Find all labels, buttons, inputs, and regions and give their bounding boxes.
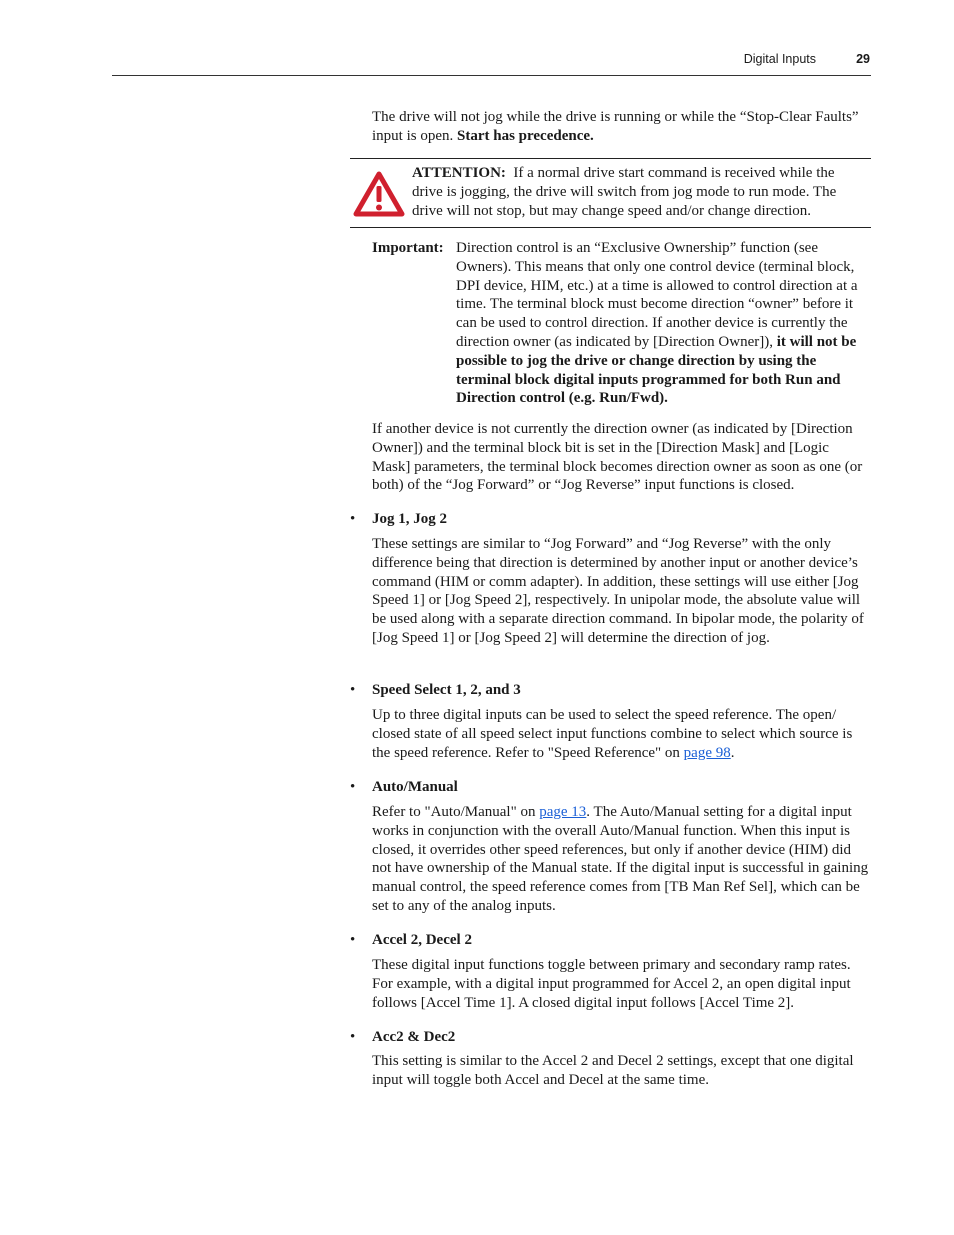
section-heading-jog <box>350 510 447 529</box>
accel-title: Accel 2, Decel 2 <box>372 932 472 948</box>
speed-title: Speed Select 1, 2, and 3 <box>372 682 521 698</box>
page-13-link[interactable]: page 13 <box>539 804 587 820</box>
bullet: • <box>350 682 356 698</box>
jog-title: Jog 1, Jog 2 <box>372 511 447 527</box>
acc2-paragraph: This setting is similar to the Accel 2 and Decel 2 settings, except that one digital input will toggle both Accel and Decel at the same time. <box>372 1053 854 1088</box>
bullet: • <box>350 511 356 527</box>
section-heading-accel <box>350 931 472 950</box>
warning-triangle-icon <box>353 171 405 217</box>
speed-paragraph <box>372 706 870 762</box>
attention-text <box>412 164 862 220</box>
bullet: • <box>350 779 356 795</box>
running-header-section: Digital Inputs <box>743 52 816 66</box>
auto-title: Auto/Manual <box>372 779 458 795</box>
section-heading-auto-manual <box>350 778 458 797</box>
important-label: Important: <box>372 240 444 256</box>
page-number: 29 <box>856 52 870 66</box>
auto-text: . The Auto/Manual setting for a digital input works in conjunction with the overall Auto/Manual function. When this input is closed, it overrides other speed references, but only if another device (HIM) did not have ownership of the Manual state. If the digital input is successful in gaining manual control, the speed reference comes from [TB Man Ref Sel], which can be set to any of the analog inputs. <box>372 804 869 914</box>
important-body <box>456 239 870 408</box>
intro-text: The drive will not jog while the drive is running or while the “Stop-Clear Faults” input is open. <box>372 109 859 144</box>
important-text: Direction control is an “Exclusive Ownership” function (see Owners). This means that only one control device (terminal block, DPI device, HIM, etc.) at a time is allowed to control direction at a time. The terminal block must become direction “owner” before it can be used to control direction. If another device is currently the direction owner (as indicated by [Direction Owner]), <box>456 240 858 350</box>
header-divider <box>112 75 871 76</box>
section-heading-acc2 <box>350 1028 455 1047</box>
accel-paragraph: These digital input functions toggle between primary and secondary ramp rates. For example, with a digital input programmed for Accel 2, an open digital input follows [Accel Time 1]. A closed digital input follows [Accel Time 2]. <box>372 957 851 1011</box>
important-bold: it will not be possible to jog the drive or change direction by using the terminal block digital inputs programmed for both Run and Direction control (e.g. Run/Fwd). <box>456 333 857 407</box>
jog-paragraph: These settings are similar to “Jog Forward” and “Jog Reverse” with the only difference being that direction is determined by another input or another device’s command (HIM or comm adapter). In addition, these settings will use either [Jog Speed 1] or [Jog Speed 2], respectively. In unipolar mode, the absolute value will be used along with a separate direction command. In bipolar mode, the polarity of [Jog Speed 1] or [Jog Speed 2] will determine the direction of jog. <box>372 536 864 646</box>
auto-paragraph <box>372 803 870 916</box>
bullet: • <box>350 932 356 948</box>
intro-paragraph <box>372 108 870 146</box>
bullet: • <box>350 1029 356 1045</box>
section-heading-speed-select <box>350 681 521 700</box>
speed-after: . <box>730 744 735 761</box>
important-note <box>372 239 870 408</box>
page-98-link[interactable]: page 98 <box>683 744 731 761</box>
attention-label: ATTENTION: <box>412 165 506 181</box>
attention-body: If a normal drive start command is received while the drive is jogging, the drive will switch from jog mode to run mode. The drive will not stop, but may change speed and/or change direction. <box>412 165 837 219</box>
attention-box <box>350 158 871 228</box>
speed-text: Up to three digital inputs can be used to select the speed reference. The open/ closed state of all speed select input functions combine to select which source is the speed reference. Refer to "Speed Reference" on <box>372 707 853 761</box>
owner-paragraph: If another device is not currently the direction owner (as indicated by [Direction Owner]) and the terminal block bit is set in the [Direction Mask] and [Logic Mask] parameters, the terminal block becomes direction owner as soon as one (or both) of the “Jog Forward” or “Jog Reverse” input functions is closed. <box>372 421 863 494</box>
acc2-title: Acc2 & Dec2 <box>372 1029 456 1045</box>
auto-before: Refer to "Auto/Manual" on <box>372 804 540 820</box>
intro-bold: Start has precedence. <box>457 127 594 144</box>
